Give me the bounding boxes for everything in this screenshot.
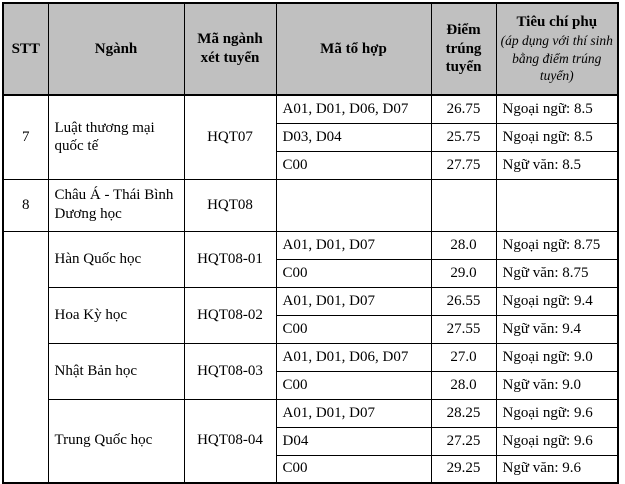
cell-criteria: Ngoại ngữ: 8.5	[496, 95, 618, 123]
cell-criteria	[496, 179, 618, 231]
cell-major-code: HQT08	[184, 179, 276, 231]
cell-criteria: Ngoại ngữ: 9.4	[496, 287, 618, 315]
header-combo: Mã tổ hợp	[276, 3, 431, 95]
table-row	[3, 179, 618, 231]
table-row	[3, 399, 618, 427]
cell-criteria: Ngoại ngữ: 9.6	[496, 399, 618, 427]
cell-criteria: Ngữ văn: 9.6	[496, 455, 618, 483]
cell-major-code: HQT08-03	[184, 343, 276, 399]
header-criteria	[496, 3, 618, 95]
cell-score: 27.25	[431, 427, 496, 455]
table-row	[3, 287, 618, 315]
header-criteria-title: Tiêu chí phụ	[516, 14, 598, 31]
header-major-code: Mã ngành xét tuyển	[184, 3, 276, 95]
cell-criteria: Ngữ văn: 8.5	[496, 151, 618, 179]
cell-score: 27.75	[431, 151, 496, 179]
cell-major-code: HQT07	[184, 95, 276, 179]
cell-major-code: HQT08-04	[184, 399, 276, 483]
cell-score: 27.55	[431, 315, 496, 343]
cell-major: Trung Quốc học	[48, 399, 184, 483]
cell-stt: 7	[3, 95, 48, 179]
cell-combo: D04	[276, 427, 431, 455]
cell-major: Hàn Quốc học	[48, 231, 184, 287]
header-row	[3, 3, 618, 95]
table-row	[3, 231, 618, 259]
cell-score: 27.0	[431, 343, 496, 371]
cell-combo: D03, D04	[276, 123, 431, 151]
cell-major: Hoa Kỳ học	[48, 287, 184, 343]
cell-combo: C00	[276, 151, 431, 179]
cell-score: 28.25	[431, 399, 496, 427]
cell-combo: A01, D01, D06, D07	[276, 343, 431, 371]
cell-criteria: Ngoại ngữ: 8.5	[496, 123, 618, 151]
cell-combo: A01, D01, D07	[276, 399, 431, 427]
cell-criteria: Ngoại ngữ: 9.0	[496, 343, 618, 371]
admission-score-table	[2, 2, 619, 484]
cell-score: 28.0	[431, 231, 496, 259]
header-stt: STT	[3, 3, 48, 95]
cell-score: 26.75	[431, 95, 496, 123]
cell-major: Luật thương mại quốc tế	[48, 95, 184, 179]
cell-major: Nhật Bản học	[48, 343, 184, 399]
cell-major-code: HQT08-01	[184, 231, 276, 287]
header-criteria-note: (áp dụng với thí sinh bằng điểm trúng tuyển)	[500, 33, 613, 84]
cell-score	[431, 179, 496, 231]
cell-criteria: Ngoại ngữ: 8.75	[496, 231, 618, 259]
cell-combo: C00	[276, 315, 431, 343]
table-row	[3, 95, 618, 123]
cell-score: 29.25	[431, 455, 496, 483]
cell-criteria: Ngữ văn: 9.4	[496, 315, 618, 343]
cell-combo: C00	[276, 455, 431, 483]
cell-major: Châu Á - Thái Bình Dương học	[48, 179, 184, 231]
cell-major-code: HQT08-02	[184, 287, 276, 343]
cell-combo: A01, D01, D07	[276, 287, 431, 315]
cell-combo: A01, D01, D07	[276, 231, 431, 259]
cell-combo: C00	[276, 371, 431, 399]
table-row	[3, 343, 618, 371]
header-major: Ngành	[48, 3, 184, 95]
header-score: Điểm trúng tuyển	[431, 3, 496, 95]
cell-criteria: Ngoại ngữ: 9.6	[496, 427, 618, 455]
cell-combo	[276, 179, 431, 231]
cell-stt-empty	[3, 231, 48, 483]
cell-score: 29.0	[431, 259, 496, 287]
cell-score: 28.0	[431, 371, 496, 399]
cell-stt: 8	[3, 179, 48, 231]
cell-score: 25.75	[431, 123, 496, 151]
cell-criteria: Ngữ văn: 9.0	[496, 371, 618, 399]
cell-combo: A01, D01, D06, D07	[276, 95, 431, 123]
cell-combo: C00	[276, 259, 431, 287]
cell-criteria: Ngữ văn: 8.75	[496, 259, 618, 287]
cell-score: 26.55	[431, 287, 496, 315]
